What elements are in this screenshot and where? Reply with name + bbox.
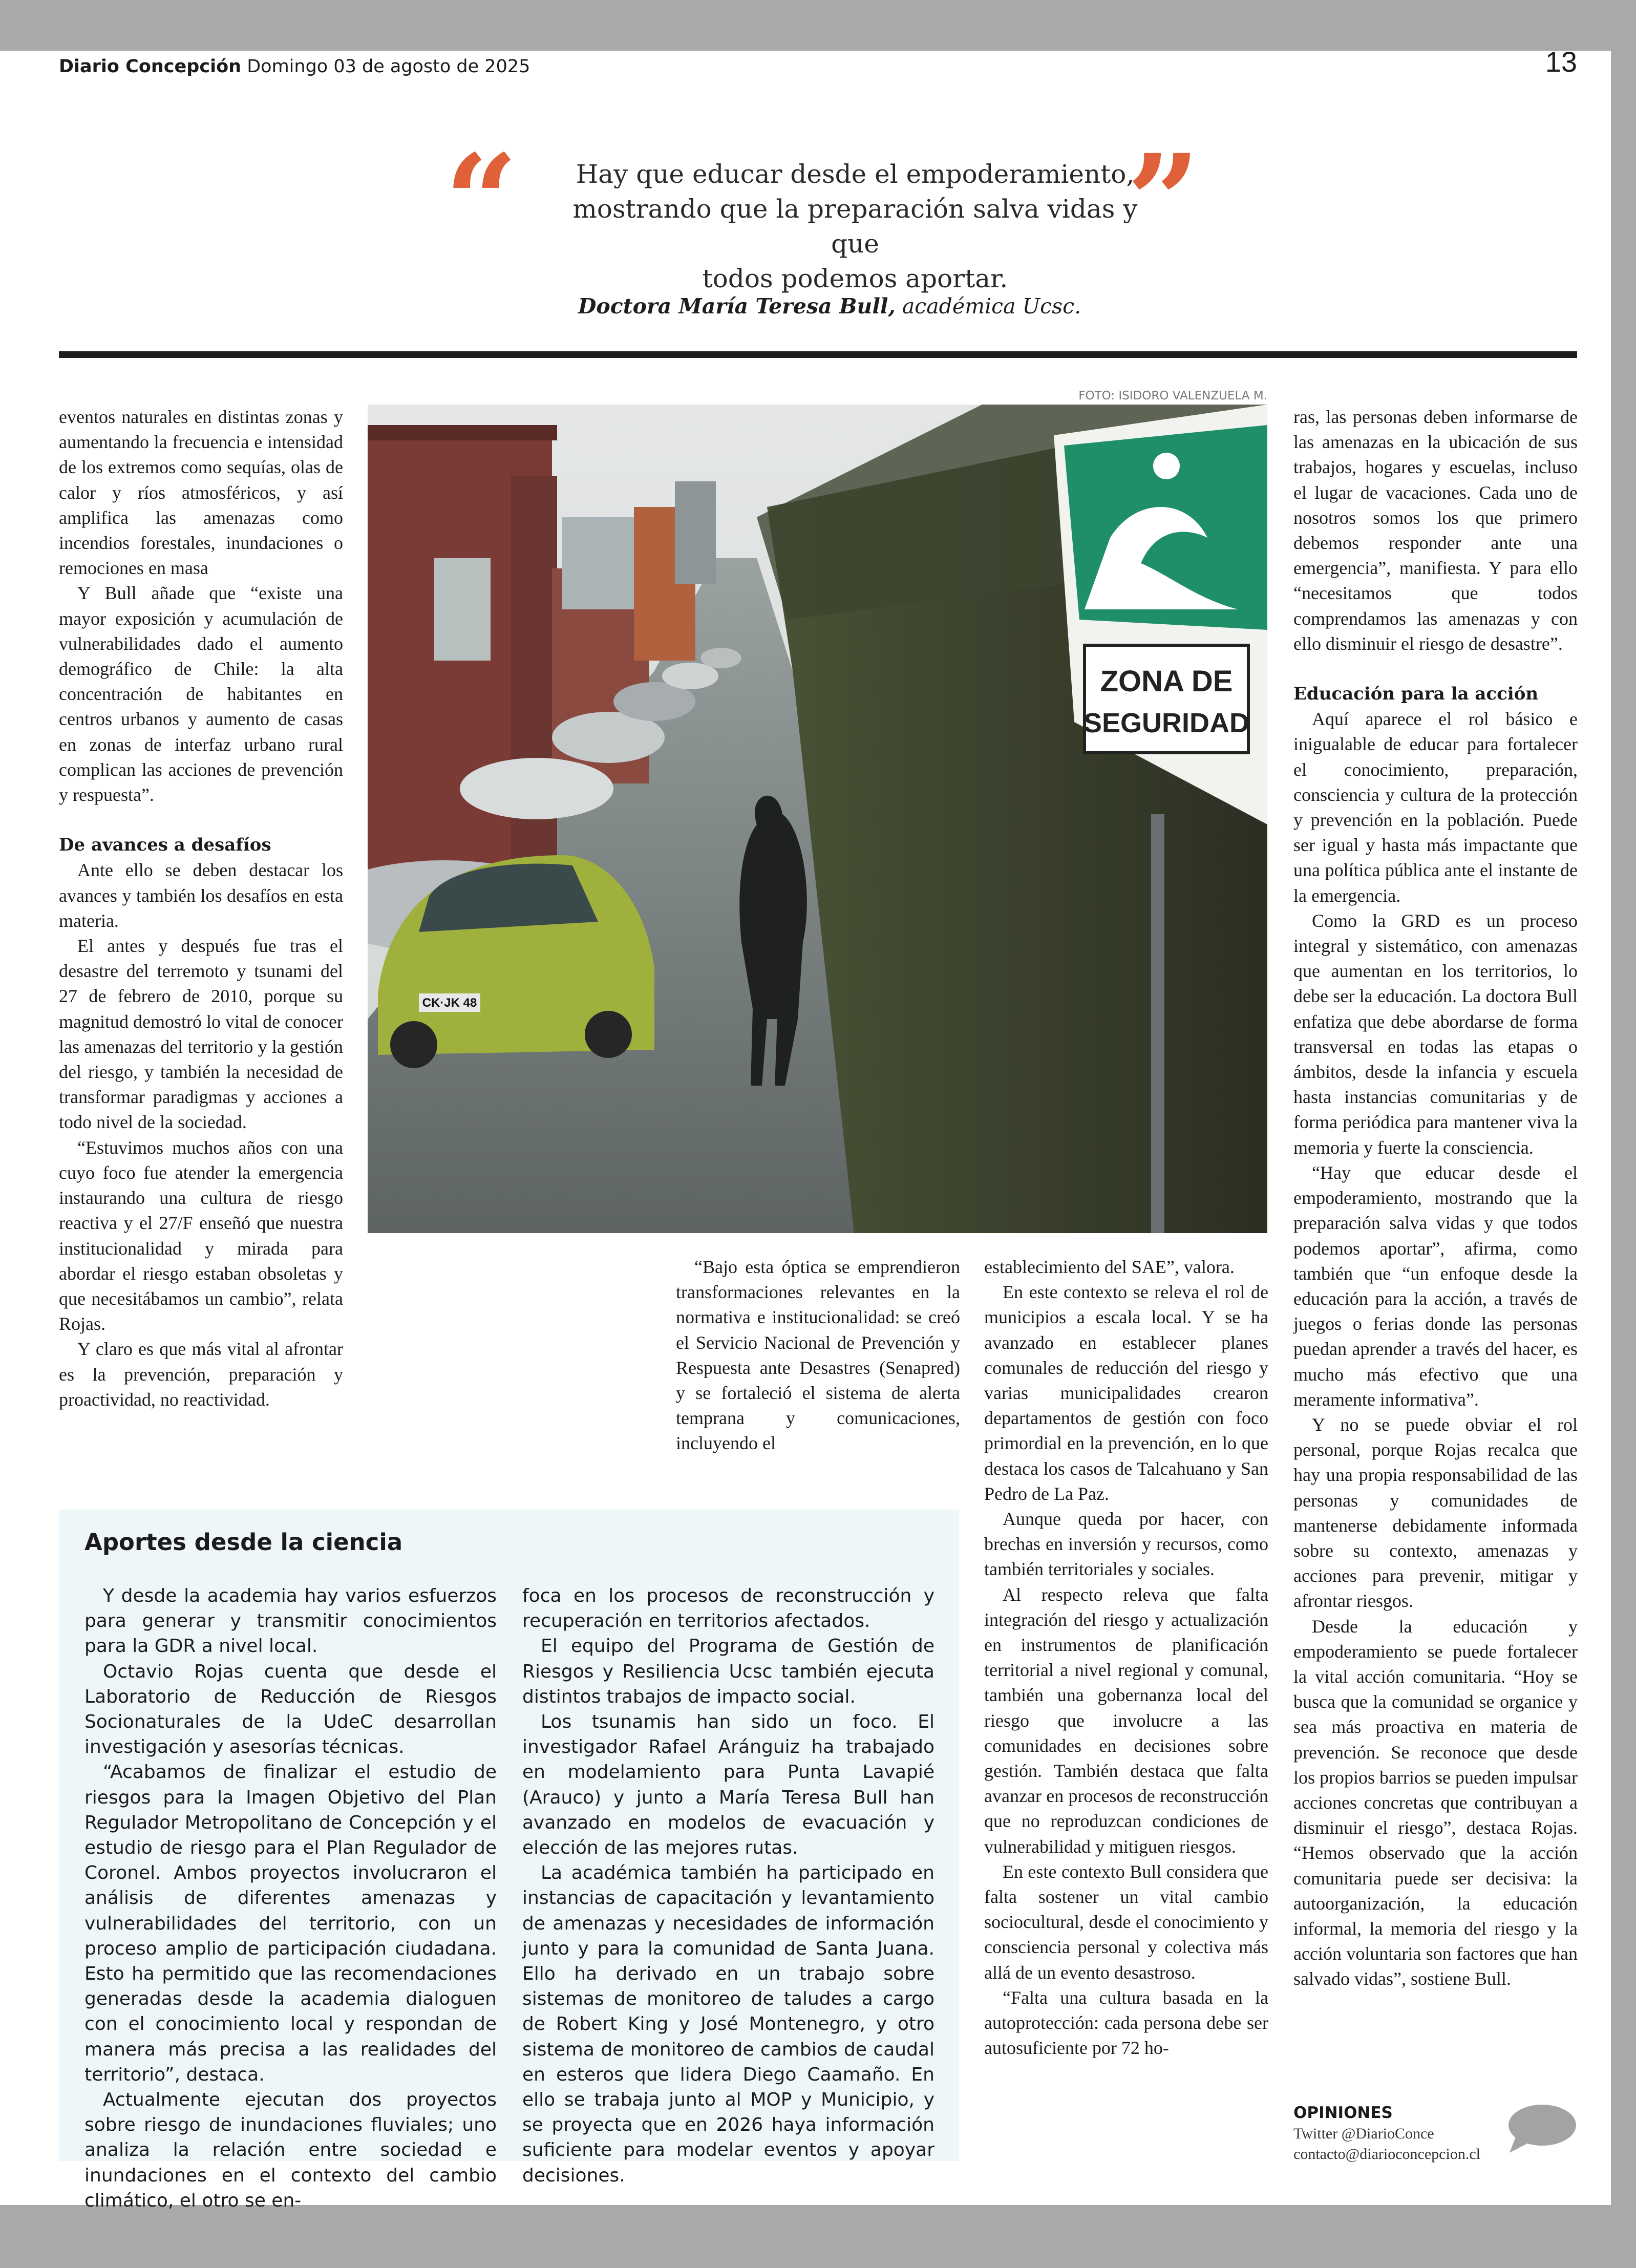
sign-text-line1: ZONA DE — [1100, 665, 1233, 698]
paragraph: Aquí aparece el rol básico e inigualable de educar para fortalecer el conocimiento, preparación, consciencia y cultura de la protección y prevención en la población. Puede ser igual y hasta más impactante que una política pública ante el instante de la emergencia. — [1293, 709, 1578, 906]
paragraph: Como la GRD es un proceso integral y sistemático, con amenazas que aumentan en los territorios, lo debe ser la educación. La doctora Bull enfatiza que debe abordarse de forma transversal en todas las etapas o ámbitos, desde la infancia y escuela hasta instancias comunitarias y de forma periódica para mantener viva la memoria y fuerte la consciencia. — [1293, 910, 1578, 1158]
speech-bubble-icon — [1505, 2104, 1577, 2157]
paragraph: En este contexto Bull considera que falta sostener un vital cambio sociocultural, desde el conocimiento y consciencia personal y colectiva más allá de un evento desastroso. — [984, 1861, 1268, 1983]
paragraph: “Falta una cultura basada en la autoprotección: cada persona debe ser autosuficiente por 72 ho- — [984, 1987, 1268, 2059]
contact-email: contacto@diarioconcepcion.cl — [1293, 2146, 1480, 2163]
header-rule — [59, 351, 1577, 358]
paragraph: Y Bull añade que “existe una mayor exposición y acumulación de vulnerabilidades dado el aumento demográfico de Chile: la alta concentración de habitantes en centros urbanos y aumento de casas en zonas de interfaz urbano rural complican las acciones de prevención y respuesta”. — [59, 583, 343, 806]
paragraph: En este contexto se releva el rol de municipios a escala local. Y se ha avanzado en establecer planes comunales de reducción del riesgo y varias municipalidades crearon departamentos de gestión con foco primordial en la prevención, en lo que destaca los casos de Talcahuano y San Pedro de La Paz. — [984, 1282, 1268, 1504]
sign-text-line2: SEGURIDAD — [1083, 708, 1250, 738]
paragraph: “Estuvimos muchos años con una cuyo foco fue atender la emergencia instaurando una cultura de riesgo reactiva y el 27/F enseñó que nuestra institucionalidad y mirada para abordar el riesgo estaban obsoletas y que necesitábamos un cambio”, relata Rojas. — [59, 1137, 343, 1334]
page-number: 13 — [1545, 46, 1577, 78]
sidebar-column-right — [522, 1583, 934, 2188]
pull-quote-line: mostrando que la preparación salva vidas y que — [572, 194, 1138, 259]
pull-quote-line: Hay que educar desde el empoderamiento, — [576, 159, 1135, 189]
paragraph: “Hay que educar desde el empoderamiento, mostrando que la preparación salva vidas y que todos podemos aportar”, afirma, como también que “un enfoque desde la educación para la acción, a través de juegos o ferias donde las personas puedan aprender a través del hacer, es mucho más efectivo que una meramente informativa”. — [1293, 1162, 1578, 1410]
paragraph: El antes y después fue tras el desastre del terremoto y tsunami del 27 de febrero de 2010, porque su magnitud demostró lo vital de conocer las amenazas del territorio y la gestión del riesgo, y también la necesidad de transformar paradigmas y acciones a todo nivel de la sociedad. — [59, 936, 343, 1133]
paragraph: Al respecto releva que falta integración del riesgo y actualización en instrumentos de planificación territorial a nivel regional y comunal, también una gobernanza local del riesgo que involucre a las comunidades en decisiones sobre gestión. También destaca que falta avanzar en procesos de reconstrucción que no reproduzcan condiciones de vulnerabilidad y mitiguen riesgos. — [984, 1584, 1268, 1857]
close-quote-icon: ” — [1127, 126, 1200, 277]
paragraph: Y claro es que más vital al afrontar es la prevención, preparación y proactividad, no reactividad. — [59, 1339, 343, 1410]
paragraph: establecimiento del SAE”, valora. — [984, 1257, 1235, 1277]
paragraph: Los tsunamis han sido un foco. El investigador Rafael Aránguiz ha trabajado en modelamiento para Punta Lavapié (Arauco) y junto a María Teresa Bull han avanzado en modelos de evacuación y elección de las mejores rutas. — [522, 1711, 934, 1859]
paragraph: Desde la educación y empoderamiento se puede fortalecer la vital acción comunitaria. “Hoy se busca que la comunidad se organice y sea más proactiva en materia de prevención. Se reconoce que desde los propios barrios se pueden impulsar acciones concretas que contribuyan a disminuir el riesgo”, destaca Rojas. “Hemos observado que la acción comunitaria puede ser decisiva: la autoorganización, la educación informal, la memoria del riesgo y la acción voluntaria son factores que han salvado vidas”, sostiene Bull. — [1293, 1616, 1578, 1989]
paragraph: eventos naturales en distintas zonas y aumentando la frecuencia e intensidad de los extremos como sequías, olas de calor y ríos atmosféricos, y así amplifica las amenazas como incendios forestales, inundaciones o remociones en masa — [59, 407, 343, 579]
open-quote-icon: “ — [444, 126, 518, 277]
article-column-1 — [59, 405, 343, 1412]
author-role: académica Ucsc. — [902, 294, 1081, 319]
paragraph: Actualmente ejecutan dos proyectos sobre riesgo de inundaciones fluviales; uno analiza la relación entre sociedad e inundaciones en el contexto del cambio climático, el otro se en- — [84, 2089, 497, 2211]
issue-date: Domingo 03 de agosto de 2025 — [247, 56, 530, 77]
street-photo-illustration — [368, 405, 1267, 1233]
pull-quote-line: todos podemos aportar. — [702, 264, 1008, 293]
paragraph: ras, las personas deben informarse de las amenazas en la ubicación de sus trabajos, hogares y escuelas, incluso el lugar de vacaciones. Cada uno de nosotros somos los que primero debemos responder ante una emergencia”, manifiesta. Y para ello “necesitamos que todos comprendamos las amenazas y con ello disminuir el riesgo de desastre”. — [1293, 407, 1578, 654]
sidebar-title: Aportes desde la ciencia — [84, 1529, 403, 1556]
pull-quote-text — [553, 157, 1157, 296]
article-column-3 — [984, 1255, 1268, 2061]
paragraph: foca en los procesos de reconstrucción y recuperación en territorios afectados. — [522, 1585, 934, 1632]
street-photo — [368, 405, 1267, 1233]
pull-quote-author — [512, 294, 1147, 319]
twitter-handle: Twitter @DiarioConce — [1293, 2125, 1434, 2142]
paragraph: “Bajo esta óptica se emprendieron transformaciones relevantes en la normativa e institucionalidad: se creó el Servicio Nacional de Prevención y Respuesta ante Desastres (Senapred) y se fortaleció el sistema de alerta temprana y comunicaciones, incluyendo el — [676, 1257, 960, 1454]
paragraph: El equipo del Programa de Gestión de Riesgos y Resiliencia Ucsc también ejecuta distintos trabajos de impacto social. — [522, 1636, 934, 1707]
sidebar-column-left — [84, 1583, 497, 2213]
paragraph: Octavio Rojas cuenta que desde el Laboratorio de Reducción de Riesgos Socionaturales de la UdeC desarrollan investigación y asesorías técnicas. — [84, 1661, 497, 1758]
photo-credit: FOTO: ISIDORO VALENZUELA M. — [1078, 389, 1267, 402]
article-column-2 — [676, 1255, 960, 1456]
license-plate: CK·JK 48 — [422, 996, 477, 1010]
page-header — [59, 56, 530, 77]
newspaper-name: Diario Concepción — [59, 56, 242, 77]
paragraph: La académica también ha participado en instancias de capacitación y levantamiento de amenazas y necesidades de información junto y para la comunidad de Santa Juana. Ello ha derivado en un trabajo sobre sistemas de monitoreo de taludes a cargo de Robert King y José Montenegro, y otro sistema de monitoreo de cambios de caudal en esteros que lidera Diego Caamaño. En ello se trabaja junto al MOP y Municipio, y se proyecta que en 2026 haya información suficiente para modelar eventos y apoyar decisiones. — [522, 1862, 934, 2186]
author-name: Doctora María Teresa Bull, — [578, 294, 896, 319]
paragraph: Ante ello se deben destacar los avances y también los desafíos en esta materia. — [59, 860, 343, 931]
paragraph: Aunque queda por hacer, con brechas en inversión y recursos, como también territoriales y sociales. — [984, 1509, 1268, 1580]
paragraph: Y no se puede obviar el rol personal, porque Rojas recalca que hay una propia responsabilidad de las personas y comunidades de mantenerse debidamente informada sobre su contexto, amenazas y acciones para prevenir, mitigar y afrontar riesgos. — [1293, 1414, 1578, 1612]
article-column-4 — [1293, 405, 1578, 1992]
paragraph: “Acabamos de finalizar el estudio de riesgos para la Imagen Objetivo del Plan Regulador Metropolitano de Concepción y el estudio de riesgo para el Plan Regulador de Coronel. Ambos proyectos involucraron el análisis de diferentes amenazas y vulnerabilidades del territorio, con un proceso amplio de participación ciudadana. Esto ha permitido que las recomendaciones generadas desde la academia dialoguen con el conocimiento local y respondan de manera más precisa a las realidades del territorio”, destaca. — [84, 1762, 497, 2085]
opinions-title: OPINIONES — [1293, 2104, 1393, 2122]
subheading: Educación para la acción — [1293, 684, 1539, 705]
paragraph: Y desde la academia hay varios esfuerzos para generar y transmitir conocimientos para la GDR a nivel local. — [84, 1585, 497, 1657]
subheading: De avances a desafíos — [59, 835, 271, 856]
